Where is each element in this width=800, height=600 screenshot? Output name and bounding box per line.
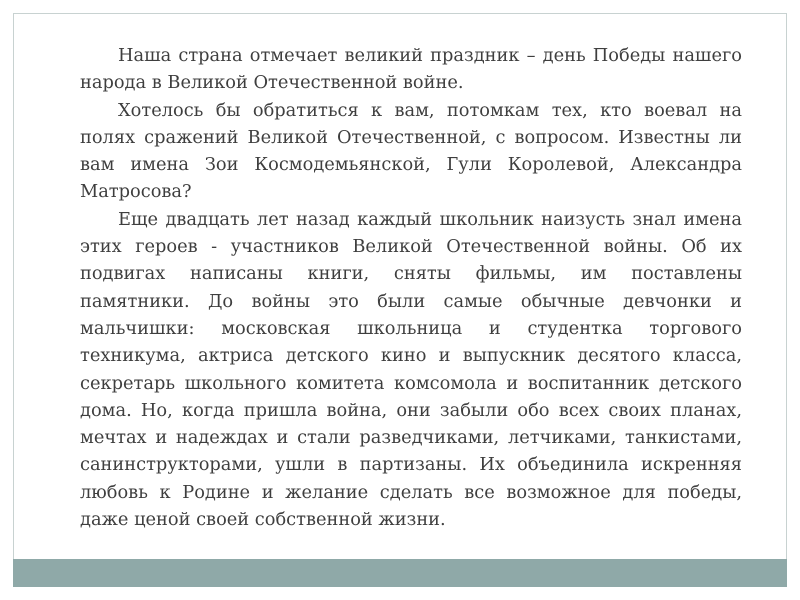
- text-body: [80, 42, 742, 533]
- paragraph-question: Хотелось бы обратиться к вам, потомкам тех, кто воевал на полях сражений Великой Отечественной, с вопросом. Известны ли вам имена Зои Космодемьянской, Гули Королевой, Александра Матросова?: [80, 99, 742, 203]
- bottom-accent-bar: [13, 559, 787, 587]
- paragraph-victory-day: Наша страна отмечает великий праздник – день Победы нашего народа в Великой Отечественной войне.: [80, 45, 742, 94]
- paragraph-heroes: Еще двадцать лет назад каждый школьник наизусть знал имена этих героев - участников Великой Отечественной войны. Об их подвигах написаны книги, сняты фильмы, им поставлены памятники. До войны это были самые обычные девчонки и мальчишки: московская школьница и студентка торгового техникума, актриса детского кино и выпускник десятого класса, секретарь школьного комитета комсомола и воспитанник детского дома. Но, когда пришла война, они забыли обо всех своих планах, мечтах и надеждах и стали разведчиками, летчиками, танкистами, санинструкторами, ушли в партизаны. Их объединила искренняя любовь к Родине и желание сделать все возможное для победы, даже ценой своей собственной жизни.: [80, 208, 742, 531]
